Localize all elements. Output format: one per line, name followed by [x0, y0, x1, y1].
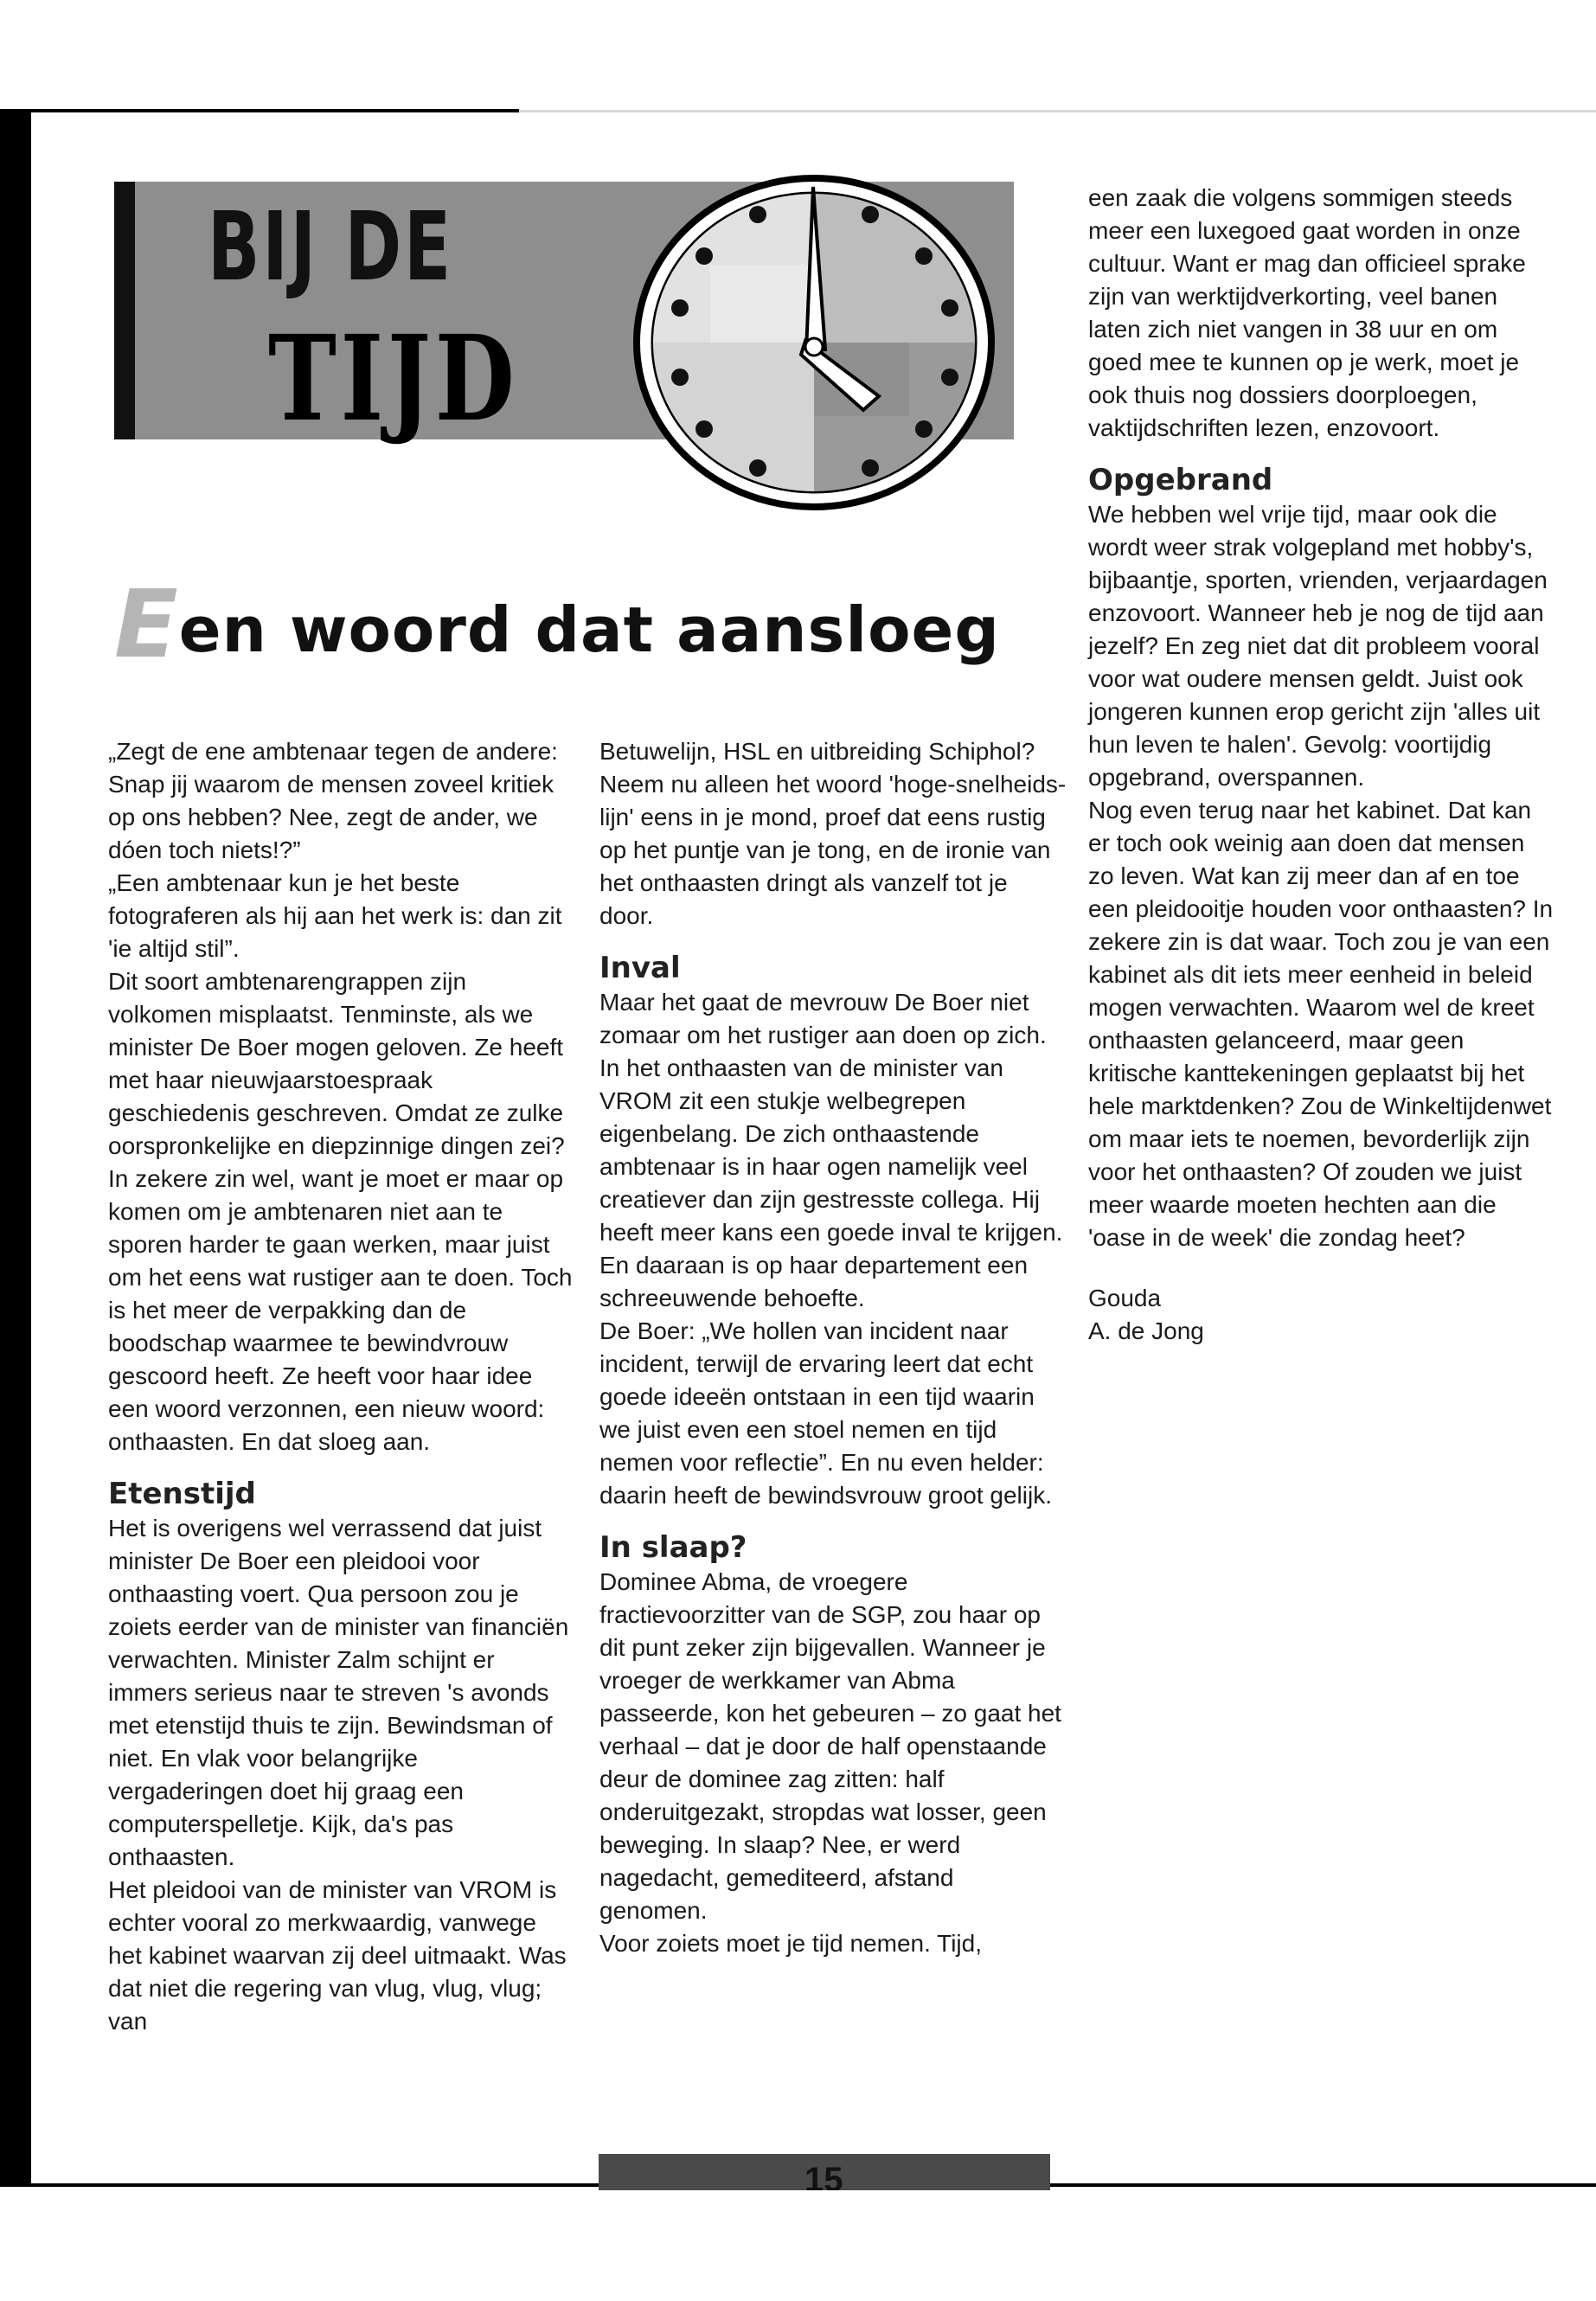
scan-edge-left [0, 111, 31, 2187]
page-number-strip [599, 2154, 1050, 2190]
paragraph: De Boer: „We hollen van incident naar incident, terwijl de ervaring leert dat echt goede ideeën ontstaan in een tijd waarin we juist even een stoel nemen en tijd nemen voor reflectie”. En nu even helder: daarin heeft de bewindsvrouw groot gelijk. [599, 1317, 1052, 1509]
paragraph: Dominee Abma, de vroegere fractievoorzitter van de SGP, zou haar op dit punt zeker zijn bijgevallen. Wanneer je vroeger de werkkamer van Abma passeerde, kon het gebeuren – zo gaat het verhaal – dat je door de half openstaande deur de dominee zag zitten: half onderuitgezakt, stropdas wat losser, geen beweging. In slaap? Nee, er werd nagedacht, gemediteerd, afstand genomen. [599, 1568, 1061, 1924]
header-band-edge [114, 182, 135, 439]
column-3 [1088, 182, 1555, 1348]
page-number: 15 [804, 2161, 843, 2190]
paragraph: Voor zoiets moet je tijd nemen. Tijd, [599, 1930, 982, 1957]
title-initial: E [114, 571, 179, 679]
signature-author: A. de Jong [1088, 1317, 1204, 1344]
paragraph: Betuwelijn, HSL en uitbreiding Schiphol? Neem nu alleen het woord 'hoge-snelheids-lijn' eens in je mond, proef dat eens rustig op het puntje van je tong, en de ironie van het onthaasten dringt als vanzelf tot je door. [599, 738, 1067, 929]
subheading-etenstijd: Etenstijd [108, 1477, 256, 1511]
article-title [114, 571, 1000, 679]
paragraph: Maar het gaat de mevrouw De Boer niet zomaar om het rustiger aan doen op zich. In het onthaasten van de minister van VROM zit een stukje welbegrepen eigenbelang. De zich onthaastende ambtenaar is in haar ogen namelijk veel creatiever dan zijn gestresste collega. Hij heeft meer kans een goede inval te krijgen. En daaraan is op haar departement een schreeuwende behoefte. [599, 989, 1063, 1311]
subheading-inval: Inval [599, 951, 681, 985]
paragraph: een zaak die volgens sommigen steeds meer een luxegoed gaat worden in onze cultuur. Want er mag dan officieel sprake zijn van werktijdverkorting, veel banen laten zich niet vangen in 38 uur en om goed mee te kunnen op je werk, moet je ook thuis nog dossiers doorploegen, vaktijdschriften lezen, enzovoort. [1088, 184, 1526, 441]
paragraph: Dit soort ambtenarengrappen zijn volkomen misplaatst. Tenminste, als we minister De Boer mogen geloven. Ze heeft met haar nieuwjaarstoespraak geschiedenis geschreven. Omdat ze zulke oorspronkelijke en diepzinnige dingen zei? In zekere zin wel, want je moet er maar op komen om je ambtenaren niet aan te sporen harder te gaan werken, maar juist om het eens wat rustiger aan te doen. Toch is het meer de verpakking dan de boodschap waarmee te bewindvrouw gescoord heeft. Ze heeft voor haar idee een woord verzonnen, een nieuw woord: onthaasten. En dat sloeg aan. [108, 968, 573, 1455]
column-1 [108, 735, 575, 2038]
subheading-in-slaap: In slaap? [599, 1530, 747, 1565]
header-line-2: TIJD [268, 310, 519, 448]
scan-margin-top [0, 0, 1596, 112]
title-text: en woord dat aansloeg [178, 593, 1000, 666]
paragraph: Het is overigens wel verrassend dat juist minister De Boer een pleidooi voor onthaasting voert. Qua persoon zou je zoiets eerder van de minister van financiën verwachten. Minister Zalm schijnt er immers serieus naar te streven 's avonds met etenstijd thuis te zijn. Bewindsman of niet. En vlak voor belangrijke vergaderingen doet hij graag een computerspelletje. Kijk, da's pas onthaasten. [108, 1515, 569, 1870]
paragraph: „Een ambtenaar kun je het beste fotograferen als hij aan het werk is: dan zit 'ie altijd stil”. [108, 869, 562, 962]
header-line-1: BIJ DE [208, 191, 454, 302]
column-2 [599, 735, 1067, 1960]
subheading-opgebrand: Opgebrand [1088, 463, 1273, 497]
paragraph: We hebben wel vrije tijd, maar ook die wordt weer strak volgepland met hobby's, bijbaantje, sporten, vrienden, verjaardagen enzovoort. Wanneer heb je nog de tijd aan jezelf? En zeg niet dat dit probleem vooral voor wat oudere mensen geldt. Juist ook jongeren kunnen erop gericht zijn 'alles uit hun leven te halen'. Gevolg: voortijdig opgebrand, overspannen. [1088, 501, 1548, 791]
clock-icon [628, 170, 1000, 516]
signature-place: Gouda [1088, 1285, 1162, 1311]
column-header-art [114, 182, 1014, 510]
paragraph: Nog even terug naar het kabinet. Dat kan er toch ook weinig aan doen dat mensen zo leven. Wat kan zij meer dan af en toe een pleidooitje houden voor onthaasten? In zekere zin is dat waar. Toch zou je van een kabinet als dit iets meer eenheid in beleid mogen verwachten. Waarom wel de kreet onthaasten gelanceerd, maar geen kritische kanttekeningen geplaatst bij het hele marktdenken? Zou de Winkeltijdenwet om maar iets te noemen, bevorderlijk zijn voor het onthaasten? Of zouden we juist meer waarde moeten hechten aan die 'oase in de week' die zondag heet? [1088, 797, 1554, 1251]
paragraph: „Zegt de ene ambtenaar tegen de andere: Snap jij waarom de mensen zoveel kritiek op ons hebben? Nee, zegt de ander, we dóen toch niets!?” [108, 738, 558, 863]
paragraph: Het pleidooi van de minister van VROM is echter vooral zo merkwaardig, vanwege het kabinet waarvan zij deel uitmaakt. Was dat niet die regering van vlug, vlug, vlug; van [108, 1876, 567, 2035]
